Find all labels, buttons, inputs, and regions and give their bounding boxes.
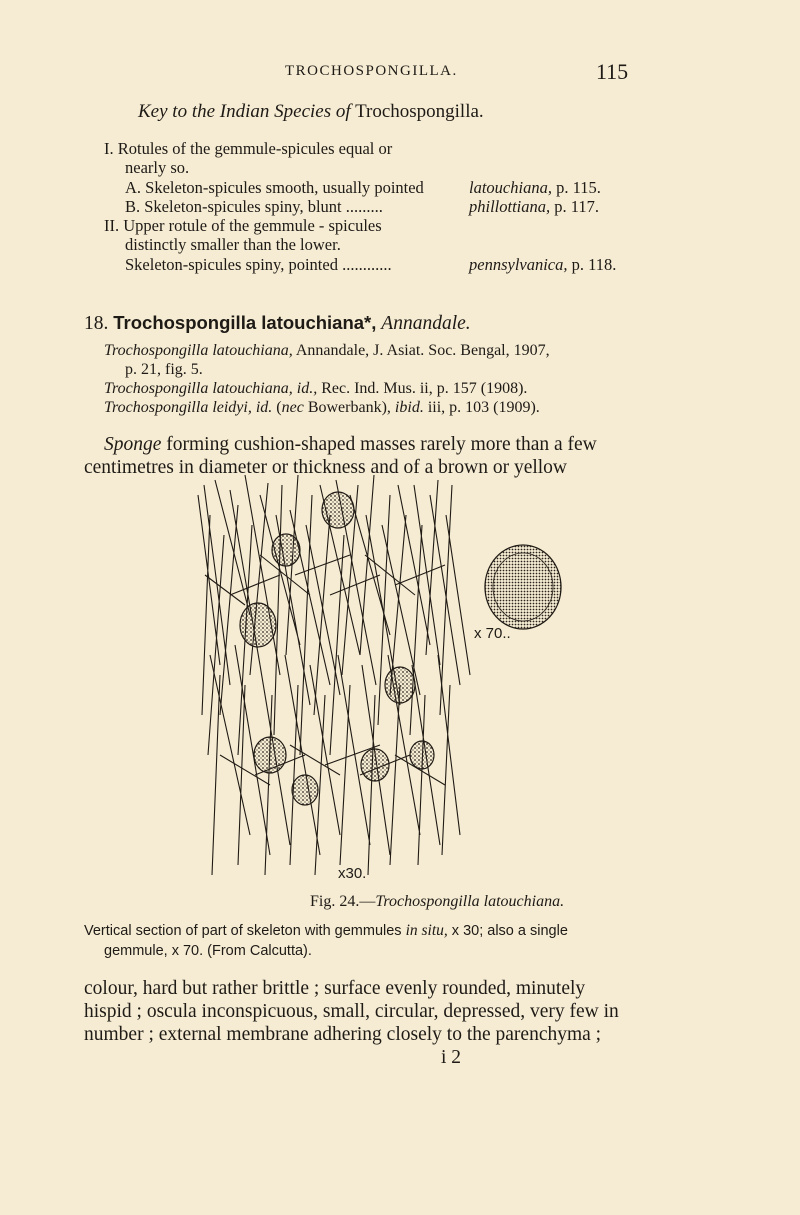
key-ref-name: phillottiana, <box>469 197 551 216</box>
synonym-ibid: ibid. <box>394 399 424 416</box>
legend-text: x 30; also a single <box>447 923 568 939</box>
synonym-name: Trochospongilla latouchiana, <box>104 342 293 359</box>
synonymy-line <box>104 379 527 399</box>
signature-mark: i 2 <box>441 1047 462 1068</box>
synonym-nec: nec <box>281 399 304 416</box>
key-line: nearly so. <box>125 158 190 177</box>
running-title: TROCHOSPONGILLA. <box>285 63 458 79</box>
sponge-skeleton-drawing <box>190 455 610 885</box>
key-ref-page: p. 117. <box>550 197 600 216</box>
page-number: 115 <box>596 59 629 84</box>
synonymy-line <box>125 360 203 380</box>
synonym-ref: Rec. Ind. Mus. ii, p. 157 (1908). <box>317 380 528 397</box>
key-line: I. Rotules of the gemmule-spicules equal or <box>104 139 393 158</box>
key-title-genus: Trochospongilla. <box>355 101 484 122</box>
key-ref-page: p. 115. <box>551 178 601 197</box>
description-line <box>104 433 597 456</box>
key-title <box>138 101 484 123</box>
legend-text: Vertical section of part of skeleton with gemmules <box>84 923 406 939</box>
continuation-line: number ; external membrane adhering closely to the parenchyma ; <box>84 1024 602 1045</box>
legend-insitu: in situ, <box>405 922 448 939</box>
key-line: II. Upper rotule of the gemmule - spicules <box>104 216 382 235</box>
synonym-ref: p. 21, fig. 5. <box>125 361 203 378</box>
synonymy-line <box>104 398 540 418</box>
figure-caption <box>310 893 564 911</box>
synonym-ref: ( <box>272 399 282 416</box>
synonymy-line <box>104 341 550 361</box>
description-line: centimetres in diameter or thickness and of a brown or yellow <box>84 457 568 478</box>
key-ref-page: p. 118. <box>567 255 617 274</box>
figure-legend-line <box>84 921 568 941</box>
species-name: Trochospongilla latouchiana*, <box>113 312 377 333</box>
key-line: A. Skeleton-spicules smooth, usually pointed <box>125 178 424 197</box>
key-ref-name: latouchiana, <box>469 178 552 197</box>
caption-species: Trochospongilla latouchiana. <box>375 893 565 910</box>
species-heading <box>84 312 471 335</box>
continuation-line: hispid ; oscula inconspicuous, small, circular, depressed, very few in <box>84 1001 619 1022</box>
magnification-large: x30. <box>338 865 367 882</box>
caption-prefix: Fig. 24.— <box>310 893 376 910</box>
key-ref-pennsylvanica <box>469 255 616 275</box>
figure-legend-line: gemmule, x 70. (From Calcutta). <box>104 943 312 959</box>
synonym-ref: Annandale, J. Asiat. Soc. Bengal, 1907, <box>292 342 550 359</box>
synonym-name: Trochospongilla leidyi, id. <box>104 399 273 416</box>
key-ref-latouchiana <box>469 178 601 198</box>
species-author: Annandale. <box>381 313 471 334</box>
magnification-small: x 70.. <box>474 625 511 642</box>
key-ref-phillottiana <box>469 197 599 217</box>
key-title-italic: Key to the Indian Species of <box>138 101 351 122</box>
page-header <box>0 59 800 87</box>
synonym-ref: iii, p. 103 (1909). <box>423 399 540 416</box>
key-line: B. Skeleton-spicules spiny, blunt ......... <box>125 197 383 216</box>
description-lead: Sponge <box>104 434 162 455</box>
description-text: forming cushion-shaped masses rarely more than a few <box>161 434 597 455</box>
synonym-name: Trochospongilla latouchiana, id., <box>104 380 318 397</box>
key-ref-name: pennsylvanica, <box>469 255 568 274</box>
species-number: 18. <box>84 313 109 334</box>
key-line: distinctly smaller than the lower. <box>125 235 341 254</box>
synonym-ref: Bowerbank), <box>303 399 395 416</box>
key-line: Skeleton-spicules spiny, pointed ............ <box>125 255 392 274</box>
figure-illustration <box>190 455 610 885</box>
continuation-line: colour, hard but rather brittle ; surface evenly rounded, minutely <box>84 978 586 999</box>
